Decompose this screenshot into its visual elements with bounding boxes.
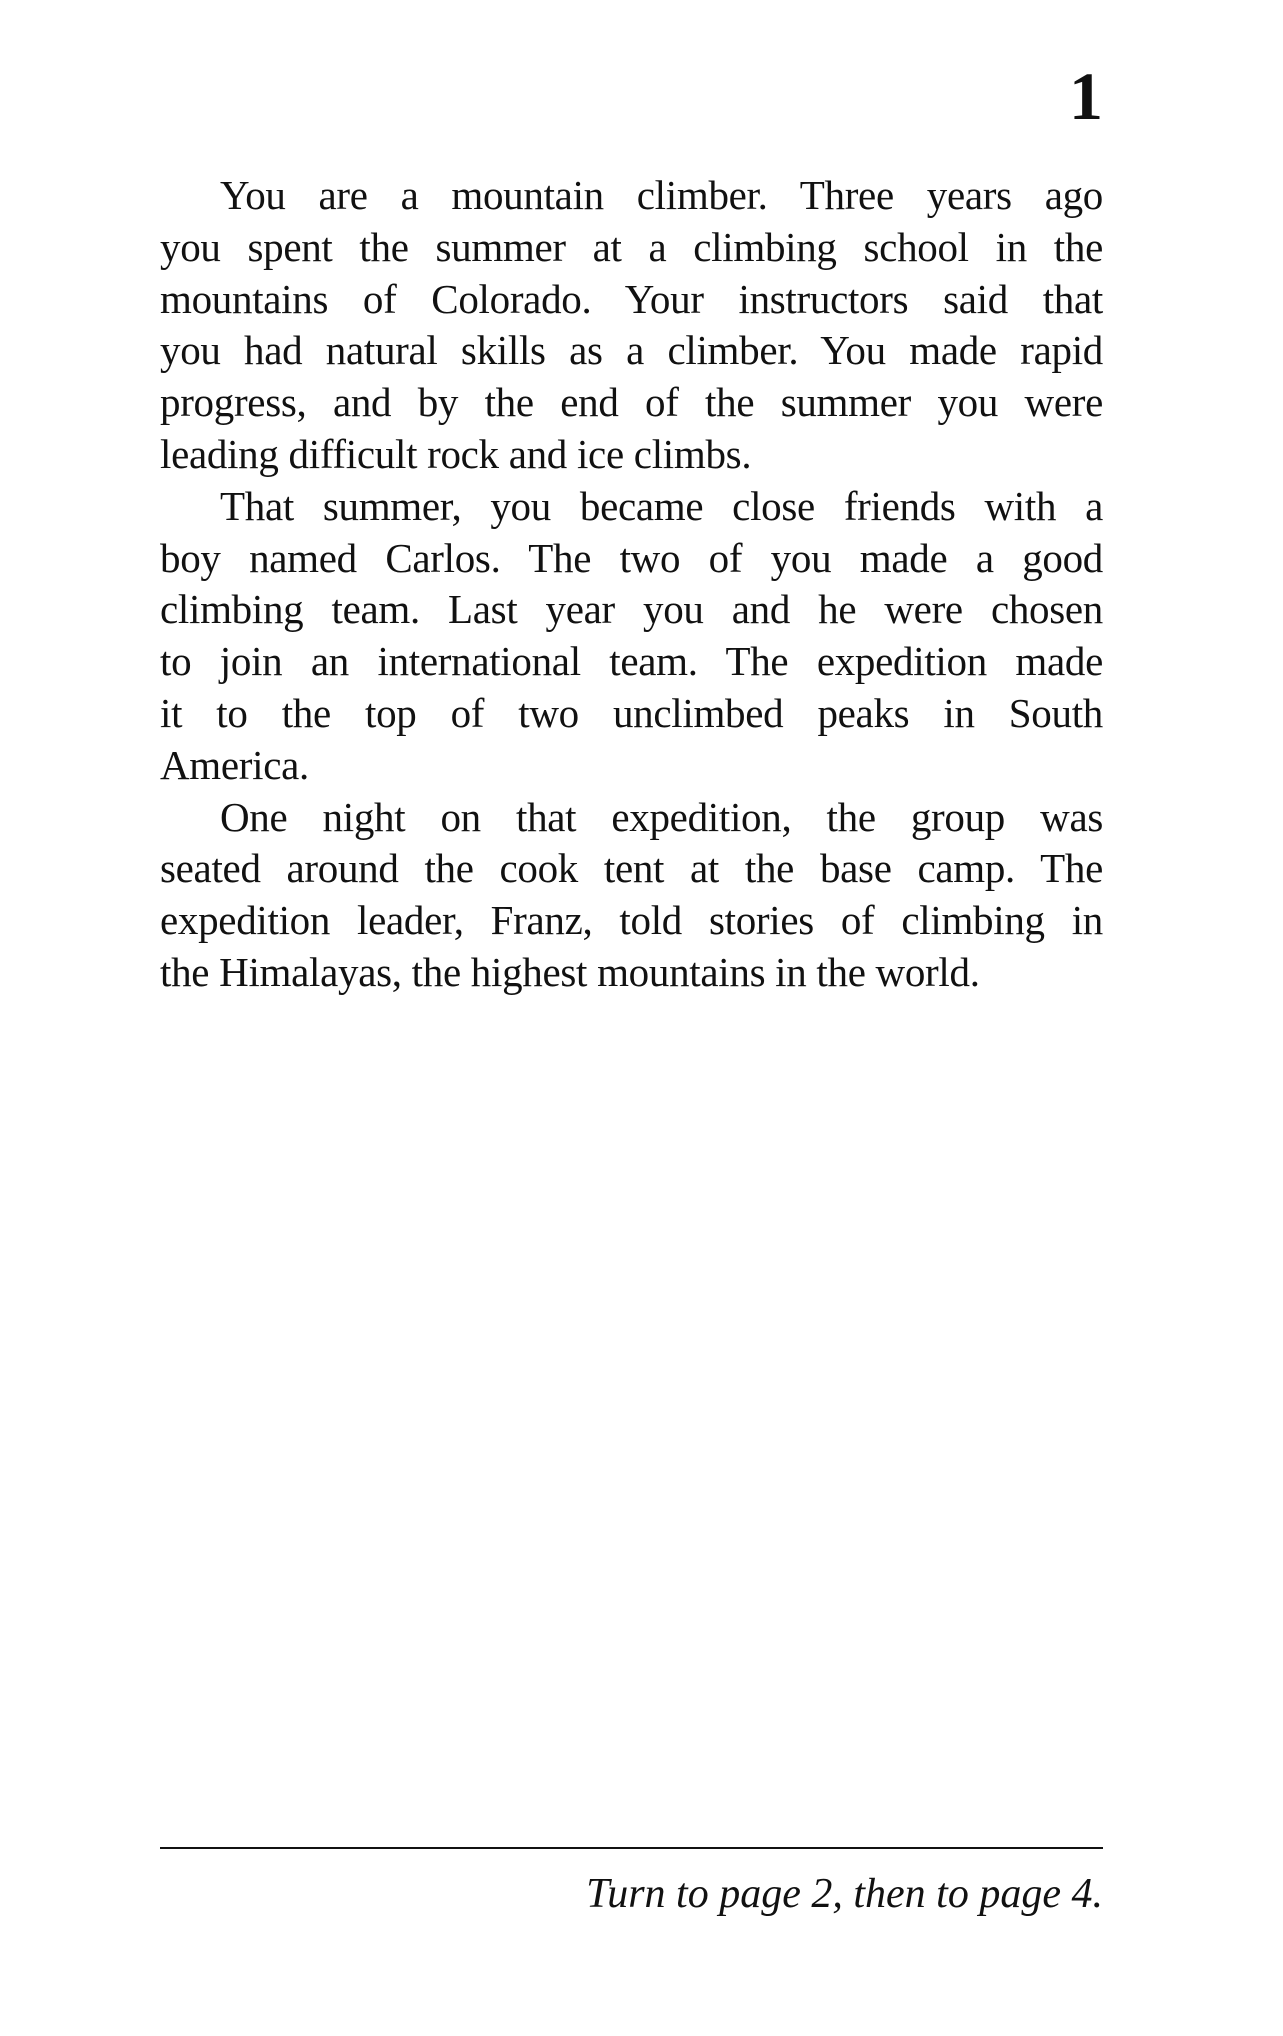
text-line: the Himalayas, the highest mountains in the world. [160, 948, 980, 995]
text-line: America. [160, 741, 309, 788]
text-line: seated around the cook tent at the base camp. The [160, 845, 1103, 892]
text-line: it to the top of two unclimbed peaks in South [160, 689, 1103, 736]
text-line: You are a mountain climber. Three years ago [220, 172, 1103, 218]
text-line: progress, and by the end of the summer you were [160, 379, 1103, 426]
text-line: to join an international team. The expedition made [160, 638, 1103, 685]
text-line: One night on that expedition, the group was [220, 793, 1103, 840]
paragraph [160, 170, 1103, 481]
text-line: boy named Carlos. The two of you made a good [160, 534, 1103, 581]
text-line: you had natural skills as a climber. You made rapid [160, 327, 1103, 374]
text-line: That summer, you became close friends with a [220, 482, 1103, 529]
text-line: you spent the summer at a climbing school in the [160, 223, 1103, 270]
story-text [160, 170, 1103, 999]
text-line: leading difficult rock and ice climbs. [160, 430, 752, 477]
page-turn-instruction: Turn to page 2, then to page 4. [586, 1871, 1103, 1917]
text-line: expedition leader, Franz, told stories of climbing in [160, 897, 1103, 944]
page-number: 1 [1069, 58, 1103, 134]
paragraph [160, 481, 1103, 792]
footer-divider [160, 1847, 1103, 1849]
text-line: mountains of Colorado. Your instructors said that [160, 275, 1103, 322]
text-line: climbing team. Last year you and he were chosen [160, 586, 1103, 633]
paragraph [160, 792, 1103, 999]
